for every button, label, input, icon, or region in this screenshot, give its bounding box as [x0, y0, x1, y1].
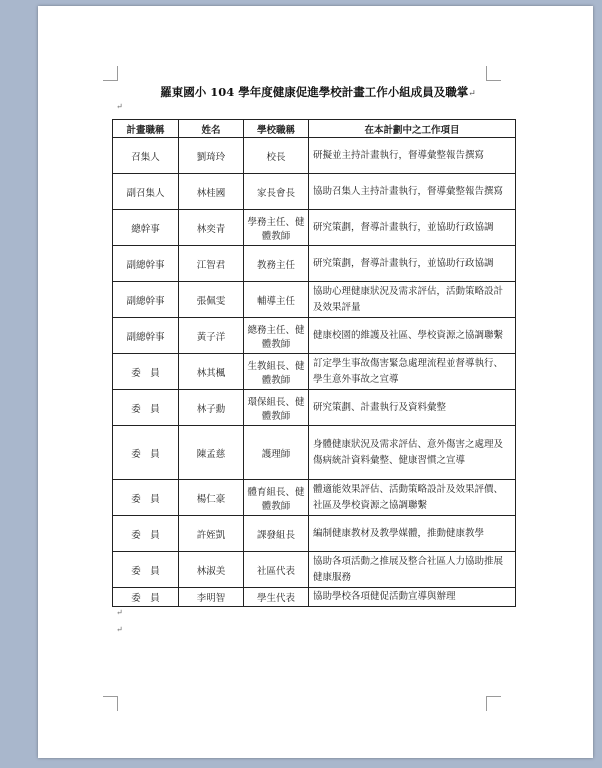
cell-duty: 研究策劃、計畫執行及資料彙整 [309, 390, 516, 426]
cell-title: 輔導主任 [244, 282, 309, 318]
cell-role: 副召集人 [113, 174, 179, 210]
cell-title: 護理師 [244, 426, 309, 480]
cell-role: 總幹事 [113, 210, 179, 246]
paragraph-mark: ↵ [116, 102, 123, 111]
table-row [113, 480, 516, 516]
cell-name: 黃子洋 [179, 318, 244, 354]
cell-duty: 協助學校各項健促活動宣導與辦理 [309, 588, 516, 607]
cell-title: 總務主任、健體教師 [244, 318, 309, 354]
cell-name: 許姪凱 [179, 516, 244, 552]
title-text: 羅東國小 104 學年度健康促進學校計畫工作小組成員及職掌 [160, 85, 469, 99]
roster-table [112, 119, 516, 607]
cell-title: 體育組長、健體教師 [244, 480, 309, 516]
cell-name: 林淑美 [179, 552, 244, 588]
crop-mark-top-left [103, 66, 118, 81]
table-row [113, 426, 516, 480]
cell-duty: 研擬並主持計畫執行，督導彙整報告撰寫 [309, 138, 516, 174]
cell-duty: 健康校園的維護及社區、學校資源之協調聯繫 [309, 318, 516, 354]
cell-name: 江智君 [179, 246, 244, 282]
cell-role: 副總幹事 [113, 318, 179, 354]
crop-mark-top-right [486, 66, 501, 81]
document-title [98, 84, 538, 100]
cell-role: 召集人 [113, 138, 179, 174]
cell-title: 社區代表 [244, 552, 309, 588]
cell-role: 委 員 [113, 354, 179, 390]
cell-duty: 研究策劃，督導計畫執行，並協助行政協調 [309, 210, 516, 246]
cell-role: 委 員 [113, 390, 179, 426]
cell-name: 林其楓 [179, 354, 244, 390]
cell-name: 劉琦玲 [179, 138, 244, 174]
table-row [113, 390, 516, 426]
table-row [113, 588, 516, 607]
table-row [113, 282, 516, 318]
cell-duty: 協助心理健康狀況及需求評估，活動策略設計及效果評量 [309, 282, 516, 318]
table-row [113, 318, 516, 354]
cell-role: 副總幹事 [113, 282, 179, 318]
header-role: 計畫職稱 [113, 120, 179, 138]
cell-duty: 身體健康狀況及需求評估、意外傷害之處理及傷病統計資料彙整、健康習慣之宣導 [309, 426, 516, 480]
paragraph-mark: ↵ [468, 89, 476, 99]
cell-role: 副總幹事 [113, 246, 179, 282]
table-header-row [113, 120, 516, 138]
cell-name: 林子勳 [179, 390, 244, 426]
cell-duty: 協助召集人主持計畫執行，督導彙整報告撰寫 [309, 174, 516, 210]
paragraph-mark: ↵ [116, 625, 123, 634]
table-row [113, 552, 516, 588]
cell-role: 委 員 [113, 588, 179, 607]
crop-mark-bottom-left [103, 696, 118, 711]
cell-name: 林奕青 [179, 210, 244, 246]
cell-duty: 訂定學生事故傷害緊急處理流程並督導執行、學生意外事故之宣導 [309, 354, 516, 390]
cell-duty: 研究策劃，督導計畫執行，並協助行政協調 [309, 246, 516, 282]
cell-name: 楊仁豪 [179, 480, 244, 516]
table-row [113, 174, 516, 210]
cell-name: 陳孟慈 [179, 426, 244, 480]
table-row [113, 246, 516, 282]
cell-duty: 體適能效果評估、活動策略設計及效果評價、社區及學校資源之協調聯繫 [309, 480, 516, 516]
cell-role: 委 員 [113, 552, 179, 588]
cell-duty: 協助各項活動之推展及整合社區人力協助推展健康服務 [309, 552, 516, 588]
document-page [38, 6, 593, 758]
cell-title: 教務主任 [244, 246, 309, 282]
cell-title: 環保組長、健體教師 [244, 390, 309, 426]
crop-mark-bottom-right [486, 696, 501, 711]
header-duty: 在本計劃中之工作項目 [309, 120, 516, 138]
cell-title: 學生代表 [244, 588, 309, 607]
table-row [113, 516, 516, 552]
table-row [113, 138, 516, 174]
header-name: 姓名 [179, 120, 244, 138]
cell-title: 學務主任、健體教師 [244, 210, 309, 246]
cell-name: 林桂國 [179, 174, 244, 210]
cell-title: 生教組長、健體教師 [244, 354, 309, 390]
table-row [113, 354, 516, 390]
header-title: 學校職稱 [244, 120, 309, 138]
paragraph-mark: ↵ [116, 608, 123, 617]
cell-role: 委 員 [113, 516, 179, 552]
cell-name: 李明智 [179, 588, 244, 607]
cell-name: 張佩雯 [179, 282, 244, 318]
table-row [113, 210, 516, 246]
cell-title: 家長會長 [244, 174, 309, 210]
cell-role: 委 員 [113, 426, 179, 480]
cell-duty: 編制健康教材及教學媒體，推動健康教學 [309, 516, 516, 552]
cell-role: 委 員 [113, 480, 179, 516]
cell-title: 課發組長 [244, 516, 309, 552]
cell-title: 校長 [244, 138, 309, 174]
